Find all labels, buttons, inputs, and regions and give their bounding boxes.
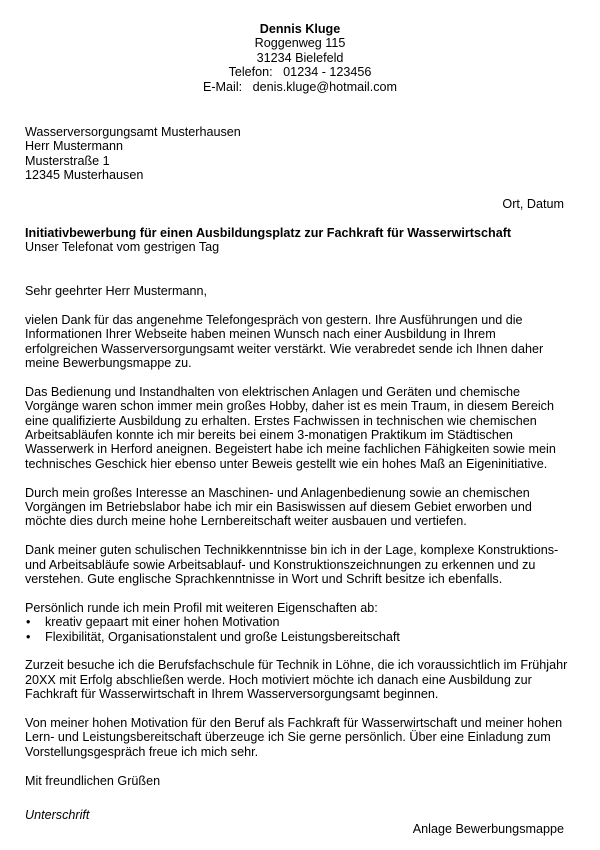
sender-block	[0, 22, 600, 94]
sender-email: E-Mail: denis.kluge@hotmail.com	[202, 79, 398, 94]
recipient-street: Musterstraße 1	[25, 153, 110, 168]
paragraph-1: vielen Dank für das angenehme Telefongespräch von gestern. Ihre Ausführungen und die Informationen Ihrer Webseite haben meinen Wunsch nach einer Ausbildung in Ihrem erfolgreichen Wasserversorgungsamt weiter verstärkt. Wie verabredet sende ich Ihnen daher meine Bewerbungsmappe zu.	[25, 312, 544, 371]
paragraph-5: Persönlich runde ich mein Profil mit weiteren Eigenschaften ab:	[25, 600, 378, 615]
recipient-org: Wasserversorgungsamt Musterhausen	[25, 125, 241, 139]
subject-subtitle: Unser Telefonat vom gestrigen Tag	[25, 240, 220, 255]
closing: Mit freundlichen Grüßen	[25, 773, 161, 788]
subject-block	[25, 226, 511, 255]
attachment-line: Anlage Bewerbungsmappe	[412, 822, 564, 836]
bullet-icon: •	[26, 615, 31, 630]
paragraph-3: Durch mein großes Interesse an Maschinen- und Anlagenbedienung sowie an chemischen Vorgängen im Betriebslabor habe ich mir ein Basiswissen auf diesem Gebiet erworben und möchte dies durch meine hohe Lernbereitschaft weiter ausbauen und vertiefen.	[25, 485, 532, 529]
recipient-city: 12345 Musterhausen	[25, 168, 144, 183]
date-line: Ort, Datum	[502, 197, 564, 211]
bullet-text: Flexibilität, Organisationstalent und große Leistungsbereitschaft	[45, 629, 400, 644]
qualities-list	[25, 615, 570, 644]
paragraph-6: Zurzeit besuche ich die Berufsfachschule für Technik in Löhne, die ich voraussichtlich im Frühjahr 20XX mit Erfolg abschließen werde. Hoch motiviert möchte ich danach eine Ausbildung zur Fachkraft für Wasserwirtschaft in Ihrem Wasserversorgungsamt beginnen.	[25, 658, 568, 702]
list-item	[25, 630, 570, 644]
paragraph-7: Von meiner hohen Motivation für den Beruf als Fachkraft für Wasserwirtschaft und meiner hohen Lern- und Leistungsbereitschaft überzeuge ich Sie gerne persönlich. Über eine Einladung zum Vorstellungsgespräch freue ich mich sehr.	[25, 716, 563, 759]
bullet-icon: •	[26, 629, 31, 644]
sender-city: 31234 Bielefeld	[256, 50, 344, 65]
sender-phone: Telefon: 01234 - 123456	[228, 65, 372, 80]
subject-title: Initiativbewerbung für einen Ausbildungsplatz zur Fachkraft für Wasserwirtschaft	[25, 226, 512, 240]
paragraph-4: Dank meiner guten schulischen Technikkenntnisse bin ich in der Lage, komplexe Konstruktions- und Arbeitsabläufe sowie Arbeitsablauf- und Konstruktionszeichnungen zu erkennen und zu verstehen. Gute englische Sprachkenntnisse in Wort und Schrift besitze ich ebenfalls.	[25, 543, 559, 587]
signature-placeholder: Unterschrift	[25, 808, 90, 822]
salutation: Sehr geehrter Herr Mustermann,	[25, 284, 207, 298]
letter-body	[25, 284, 570, 802]
bullet-text: kreativ gepaart mit einer hohen Motivation	[45, 615, 280, 630]
recipient-person: Herr Mustermann	[25, 139, 123, 154]
list-item	[25, 615, 570, 629]
paragraph-2: Das Bedienung und Instandhalten von elektrischen Anlagen und Geräten und chemische Vorgänge waren schon immer mein großes Hobby, daher ist es mein Traum, in diesem Bereich eine qualifizierte Ausbildung zu erhalten. Erstes Fachwissen in technischen wie chemischen Arbeitsabläufen konnte ich mir bereits bei einem 3-monatigen Praktikum im Städtischen Wasserwerk in Herford aneignen. Begeistert habe ich meine fachlichen Fähigkeiten sowie mein technisches Geschick hier ebenso unter Beweis gestellt wie ein hohes Maß an Eigeninitiative.	[25, 384, 556, 471]
recipient-block	[25, 125, 241, 183]
sender-street: Roggenweg 115	[254, 36, 346, 51]
sender-name: Dennis Kluge	[259, 22, 341, 36]
